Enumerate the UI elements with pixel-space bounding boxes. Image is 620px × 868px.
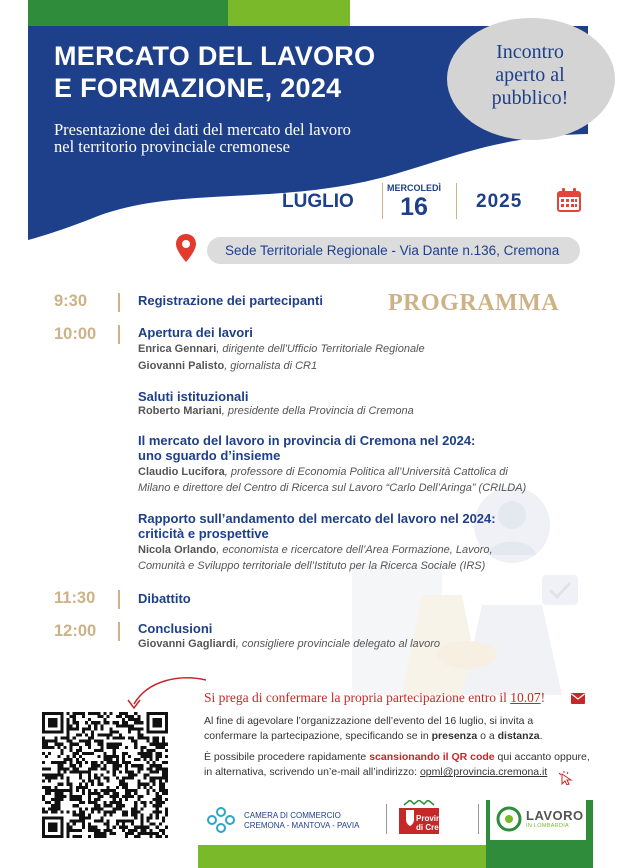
event-month: LUGLIO [282,191,354,212]
agenda-item-title-line: uno sguardo d’insieme [138,448,281,463]
badge-line-1: Incontro [496,41,564,63]
chamber-line-1: CAMERA DI COMMERCIO [244,811,341,820]
page-subtitle [54,121,444,155]
calendar-icon [556,187,582,213]
lavoro-label: LAVORO [526,808,584,823]
province-line-2: di Cremona [416,823,461,832]
speaker-role: Comunità e Sviluppo territoriale dell’Istituto per la Ricerca Sociale (IRS) [138,560,486,572]
location-pin-icon [175,233,197,263]
date-separator [456,183,457,219]
rsvp-info-end: . [539,730,543,742]
title-line-1: MERCATO DEL LAVORO [54,41,376,71]
event-date [270,180,590,224]
agenda-speaker [138,341,578,357]
agenda-speaker [138,542,578,574]
rsvp-confirm-end: ! [540,690,546,705]
rsvp-confirm-text [204,690,574,706]
agenda-speaker [138,358,578,374]
agenda-item-title-line: criticità e prospettive [138,526,269,541]
chamber-line-2: CREMONA - MANTOVA - PAVIA [244,821,360,830]
rsvp-contact-mid: qui accanto oppure, in alternativa, scrivendo un’e-mail all’indirizzo: [204,751,590,778]
speaker-name: Claudio Lucifora [138,466,225,478]
time-divider [118,325,120,344]
subtitle-line-1: Presentazione dei dati del mercato del lavoro [54,120,351,139]
rsvp-option-presence: presenza [431,730,478,742]
agenda-item-title-line: Il mercato del lavoro in provincia di Cremona nel 2024: [138,433,476,448]
agenda-speaker [138,636,578,652]
rsvp-contact-lead: È possibile procedere rapidamente [204,751,370,763]
speaker-role: , consigliere provinciale delegato al lavoro [235,638,441,650]
speaker-name: Giovanni Palisto [138,360,225,372]
agenda-item-title-line: Rapporto sull’andamento del mercato del lavoro nel 2024: [138,511,496,526]
speaker-role: Milano e direttore del Centro di Ricerca sul Lavoro “Carlo Dell’Aringa” (CRILDA) [138,482,527,494]
event-year: 2025 [476,191,523,212]
title-line-2: E FORMAZIONE, 2024 [54,73,342,103]
event-day: 16 [400,193,428,221]
lavoro-sublabel: IN LOMBARDIA [526,823,570,829]
page-title [54,40,434,104]
agenda-item-title: Conclusioni [138,621,213,636]
agenda-speaker [138,403,578,419]
rsvp-info-lead: Al fine di agevolare l’organizzazione dell’evento del 16 luglio, si invita a confermare la partecipazione, specificando se in [204,715,534,742]
rsvp-confirm-lead: Si prega di confermare la propria partecipazione entro il [204,690,511,705]
cursor-click-icon [558,771,574,785]
speaker-role: , giornalista di CR1 [224,360,318,372]
email-link[interactable]: opml@provincia.cremona.it [419,766,548,778]
venue-address: Sede Territoriale Regionale - Via Dante n.136, Cremona [207,237,580,264]
time-slot: 11:30 [54,589,96,607]
agenda-item-title [138,433,558,463]
speaker-role: , professore di Economia Politica all’Università Cattolica di [224,466,508,478]
qr-code[interactable] [42,712,168,838]
province-name [416,814,460,832]
speaker-role: , dirigente dell'Ufficio Territoriale Regionale [216,343,425,355]
program-heading: PROGRAMMA [388,290,560,316]
badge-line-3: pubblico! [491,87,569,109]
speaker-name: Enrica Gennari [138,343,217,355]
public-event-badge-text [470,41,590,110]
time-divider [118,293,120,312]
agenda-item-title: Registrazione dei partecipanti [138,293,323,308]
badge-line-2: aperto al [495,64,565,86]
lavoro-lombardia-logo [496,806,522,832]
time-slot: 9:30 [54,292,88,310]
time-divider [118,622,120,641]
rsvp-qr-hint: scansionando il QR code [369,751,495,763]
time-slot: 12:00 [54,622,97,640]
speaker-role: , economista e ricercatore dell’Area Formazione, Lavoro, [216,544,493,556]
agenda-item-title [138,511,558,541]
rsvp-option-remote: distanza [497,730,540,742]
agenda-item-title: Apertura dei lavori [138,325,253,340]
province-line-1: Provincia [416,814,453,823]
logo-divider [386,804,387,834]
rsvp-info-text [204,714,584,744]
agenda-item-title: Dibattito [138,591,191,606]
rsvp-contact-text [204,750,594,780]
speaker-name: Nicola Orlando [138,544,217,556]
chamber-of-commerce-logo [206,806,236,834]
logo-divider [478,804,479,834]
agenda-speaker [138,464,578,496]
rsvp-info-mid: o a [477,730,498,742]
subtitle-line-2: nel territorio provinciale cremonese [54,137,290,156]
speaker-name: Giovanni Gagliardi [138,638,236,650]
speaker-role: , presidente della Provincia di Cremona [221,405,414,417]
envelope-icon [571,693,585,704]
time-slot: 10:00 [54,325,97,343]
speaker-name: Roberto Mariani [138,405,222,417]
arrow-icon [120,672,210,714]
rsvp-deadline: 10.07 [510,690,541,705]
time-divider [118,590,120,609]
agenda-item-title: Saluti istituzionali [138,389,249,404]
chamber-of-commerce-name [244,811,359,831]
event-weekday: MERCOLEDÌ [387,183,441,193]
